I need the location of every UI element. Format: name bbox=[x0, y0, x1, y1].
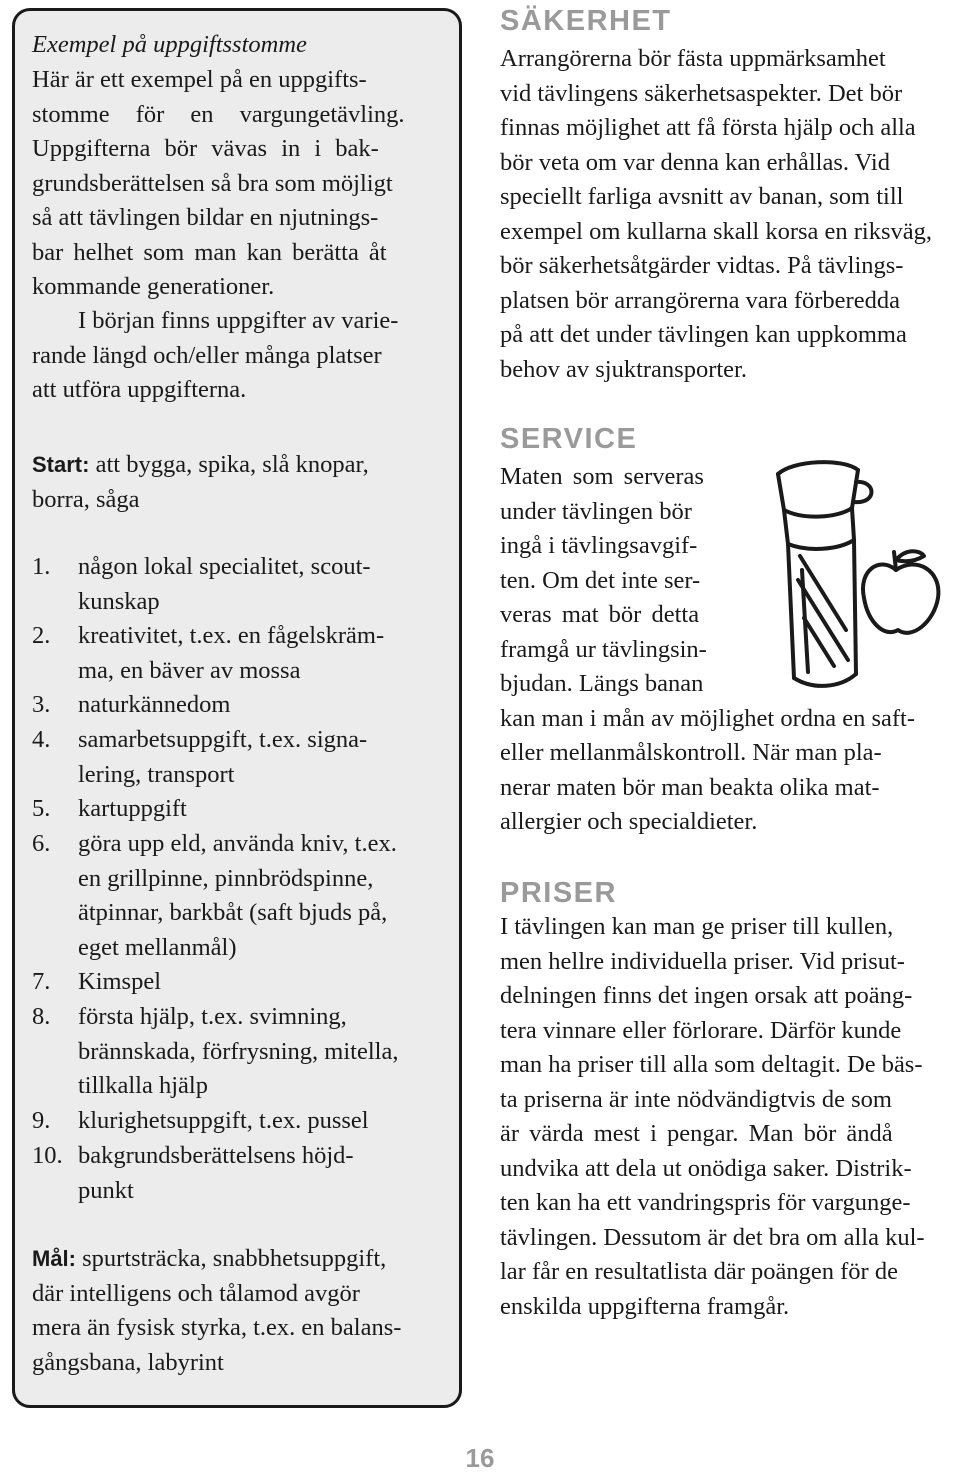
apple-icon bbox=[863, 551, 938, 633]
section-heading-sakerhet: SÄKERHET bbox=[500, 5, 672, 37]
task-item bbox=[32, 1000, 450, 1104]
thermos-and-apple-illustration bbox=[748, 452, 948, 702]
task-item bbox=[32, 792, 450, 827]
task-number: 7. bbox=[32, 968, 51, 995]
thermos-icon bbox=[778, 462, 872, 686]
text-line: där intelligens och tålamod avgör bbox=[32, 1279, 360, 1307]
text-line: eller mellanmålskontroll. När man pla- bbox=[500, 739, 882, 766]
text-line: platsen bör arrangörerna vara förberedda bbox=[500, 286, 900, 314]
task-item bbox=[32, 1104, 450, 1139]
sidebar-second-paragraph bbox=[32, 304, 450, 408]
text-line: på att det under tävlingen kan uppkomma bbox=[500, 321, 907, 348]
text-line: kommande generationer. bbox=[32, 273, 275, 300]
task-number: 3. bbox=[32, 691, 51, 718]
task-text: någon lokal specialitet, scout- kunskap bbox=[78, 553, 371, 615]
task-text: bakgrundsberättelsens höjd- punkt bbox=[78, 1142, 354, 1204]
text-line: stomme för en vargungetävling. bbox=[32, 100, 405, 128]
text-line: är värda mest i pengar. Man bör ändå bbox=[500, 1120, 893, 1147]
text-line: gångsbana, labyrint bbox=[32, 1348, 224, 1376]
page-number: 16 bbox=[465, 1443, 495, 1473]
task-number: 6. bbox=[32, 830, 51, 857]
text-line: borra, såga bbox=[32, 485, 140, 513]
task-text: naturkännedom bbox=[78, 691, 231, 718]
task-item bbox=[32, 723, 450, 792]
task-item bbox=[32, 827, 450, 965]
text-line: ingå i tävlingsavgif- bbox=[500, 532, 698, 559]
text-line: så att tävlingen bildar en njutnings- bbox=[32, 204, 379, 231]
task-item bbox=[32, 1139, 450, 1208]
task-text: första hjälp, t.ex. svimning, brännskada, förfrysning, mitella, tillkalla hjälp bbox=[78, 1003, 399, 1099]
text-line: framgå ur tävlingsin- bbox=[500, 635, 707, 663]
text-line: Maten som serveras bbox=[500, 463, 704, 490]
text-line: tera vinnare eller förlorare. Därför kunde bbox=[500, 1016, 902, 1044]
text-line: under tävlingen bör bbox=[500, 497, 692, 525]
sakerhet-paragraph bbox=[500, 42, 960, 387]
text-line: grundsberättelsen så bra som möjligt bbox=[32, 169, 393, 197]
text-line: I början finns uppgifter av varie- bbox=[78, 307, 399, 334]
text-line: lar får en resultatlista där poängen för de bbox=[500, 1258, 898, 1285]
task-number: 4. bbox=[32, 726, 51, 753]
task-item bbox=[32, 619, 450, 688]
text-line: delningen finns det ingen orsak att poäng- bbox=[500, 982, 913, 1009]
goal-label: Mål: bbox=[32, 1246, 76, 1271]
text-line: ten kan ha ett vandringspris för vargunge- bbox=[500, 1189, 911, 1216]
text-line: I tävlingen kan man ge priser till kullen, bbox=[500, 913, 894, 940]
text-line: att utföra uppgifterna. bbox=[32, 376, 247, 403]
task-text: samarbetsuppgift, t.ex. signa- lering, transport bbox=[78, 726, 368, 788]
task-text: kreativitet, t.ex. en fågelskräm- ma, en bäver av mossa bbox=[78, 622, 385, 684]
text-line: speciellt farliga avsnitt av banan, som till bbox=[500, 183, 904, 210]
task-text: Kimspel bbox=[78, 968, 162, 995]
text-line: spurtsträcka, snabbhetsuppgift, bbox=[76, 1245, 387, 1272]
task-number: 1. bbox=[32, 553, 51, 580]
task-text: göra upp eld, använda kniv, t.ex. en grillpinne, pinnbrödspinne, ätpinnar, barkbåt (saft bjuds på, eget mellanmål) bbox=[78, 830, 397, 961]
priser-paragraph bbox=[500, 910, 960, 1324]
text-line: rande längd och/eller många platser bbox=[32, 341, 382, 369]
section-heading-priser: PRISER bbox=[500, 877, 617, 909]
text-line: vid tävlingens säkerhetsaspekter. Det bör bbox=[500, 79, 903, 107]
task-number: 2. bbox=[32, 622, 51, 649]
text-line: Uppgifterna bör vävas in i bak- bbox=[32, 135, 379, 162]
text-line: enskilda uppgifterna framgår. bbox=[500, 1292, 790, 1320]
task-item bbox=[32, 550, 450, 619]
text-line: exempel om kullarna skall korsa en riksväg, bbox=[500, 217, 933, 245]
task-number: 9. bbox=[32, 1107, 51, 1134]
text-line: ta priserna är inte nödvändigtvis de som bbox=[500, 1085, 892, 1113]
text-line: veras mat bör detta bbox=[500, 601, 700, 628]
text-line: bar helhet som man kan berätta åt bbox=[32, 238, 387, 266]
task-text: klurighetsuppgift, t.ex. pussel bbox=[78, 1107, 369, 1134]
goal-paragraph bbox=[32, 1242, 450, 1380]
text-line: behov av sjuktransporter. bbox=[500, 355, 747, 383]
text-line: ten. Om det inte ser- bbox=[500, 566, 701, 594]
text-line: att bygga, spika, slå knopar, bbox=[89, 451, 369, 478]
text-line: bör veta om var denna kan erhållas. Vid bbox=[500, 148, 890, 176]
task-number: 8. bbox=[32, 1003, 51, 1030]
text-line: mera än fysisk styrka, t.ex. en balans- bbox=[32, 1314, 402, 1341]
task-number: 5. bbox=[32, 795, 51, 822]
text-line: finnas möjlighet att få första hjälp och alla bbox=[500, 114, 916, 141]
text-line: tävlingen. Dessutom är det bra om alla kul- bbox=[500, 1223, 925, 1251]
task-number: 10. bbox=[32, 1142, 63, 1169]
sidebar-intro-paragraph bbox=[32, 63, 450, 305]
text-line: Här är ett exempel på en uppgifts- bbox=[32, 66, 367, 93]
task-item bbox=[32, 965, 450, 1000]
text-line: bjudan. Längs banan bbox=[500, 670, 704, 697]
section-heading-service: SERVICE bbox=[500, 423, 638, 455]
text-line: men hellre individuella priser. Vid prisut- bbox=[500, 947, 905, 975]
sidebar-heading: Exempel på uppgiftsstomme bbox=[32, 31, 307, 58]
text-line: allergier och specialdieter. bbox=[500, 808, 758, 835]
task-item bbox=[32, 688, 450, 723]
start-label: Start: bbox=[32, 452, 90, 477]
text-line: man ha priser till alla som deltagit. De bäs- bbox=[500, 1051, 923, 1078]
text-line: nerar maten bör man beakta olika mat- bbox=[500, 773, 880, 801]
text-line: undvika att dela ut onödiga saker. Distrik- bbox=[500, 1154, 912, 1182]
task-text: kartuppgift bbox=[78, 795, 187, 822]
text-line: bör säkerhetsåtgärder vidtas. På tävlings- bbox=[500, 252, 904, 279]
text-line: kan man i mån av möjlighet ordna en saft- bbox=[500, 704, 916, 732]
start-paragraph bbox=[32, 448, 450, 517]
text-line: Arrangörerna bör fästa uppmärksamhet bbox=[500, 45, 886, 72]
